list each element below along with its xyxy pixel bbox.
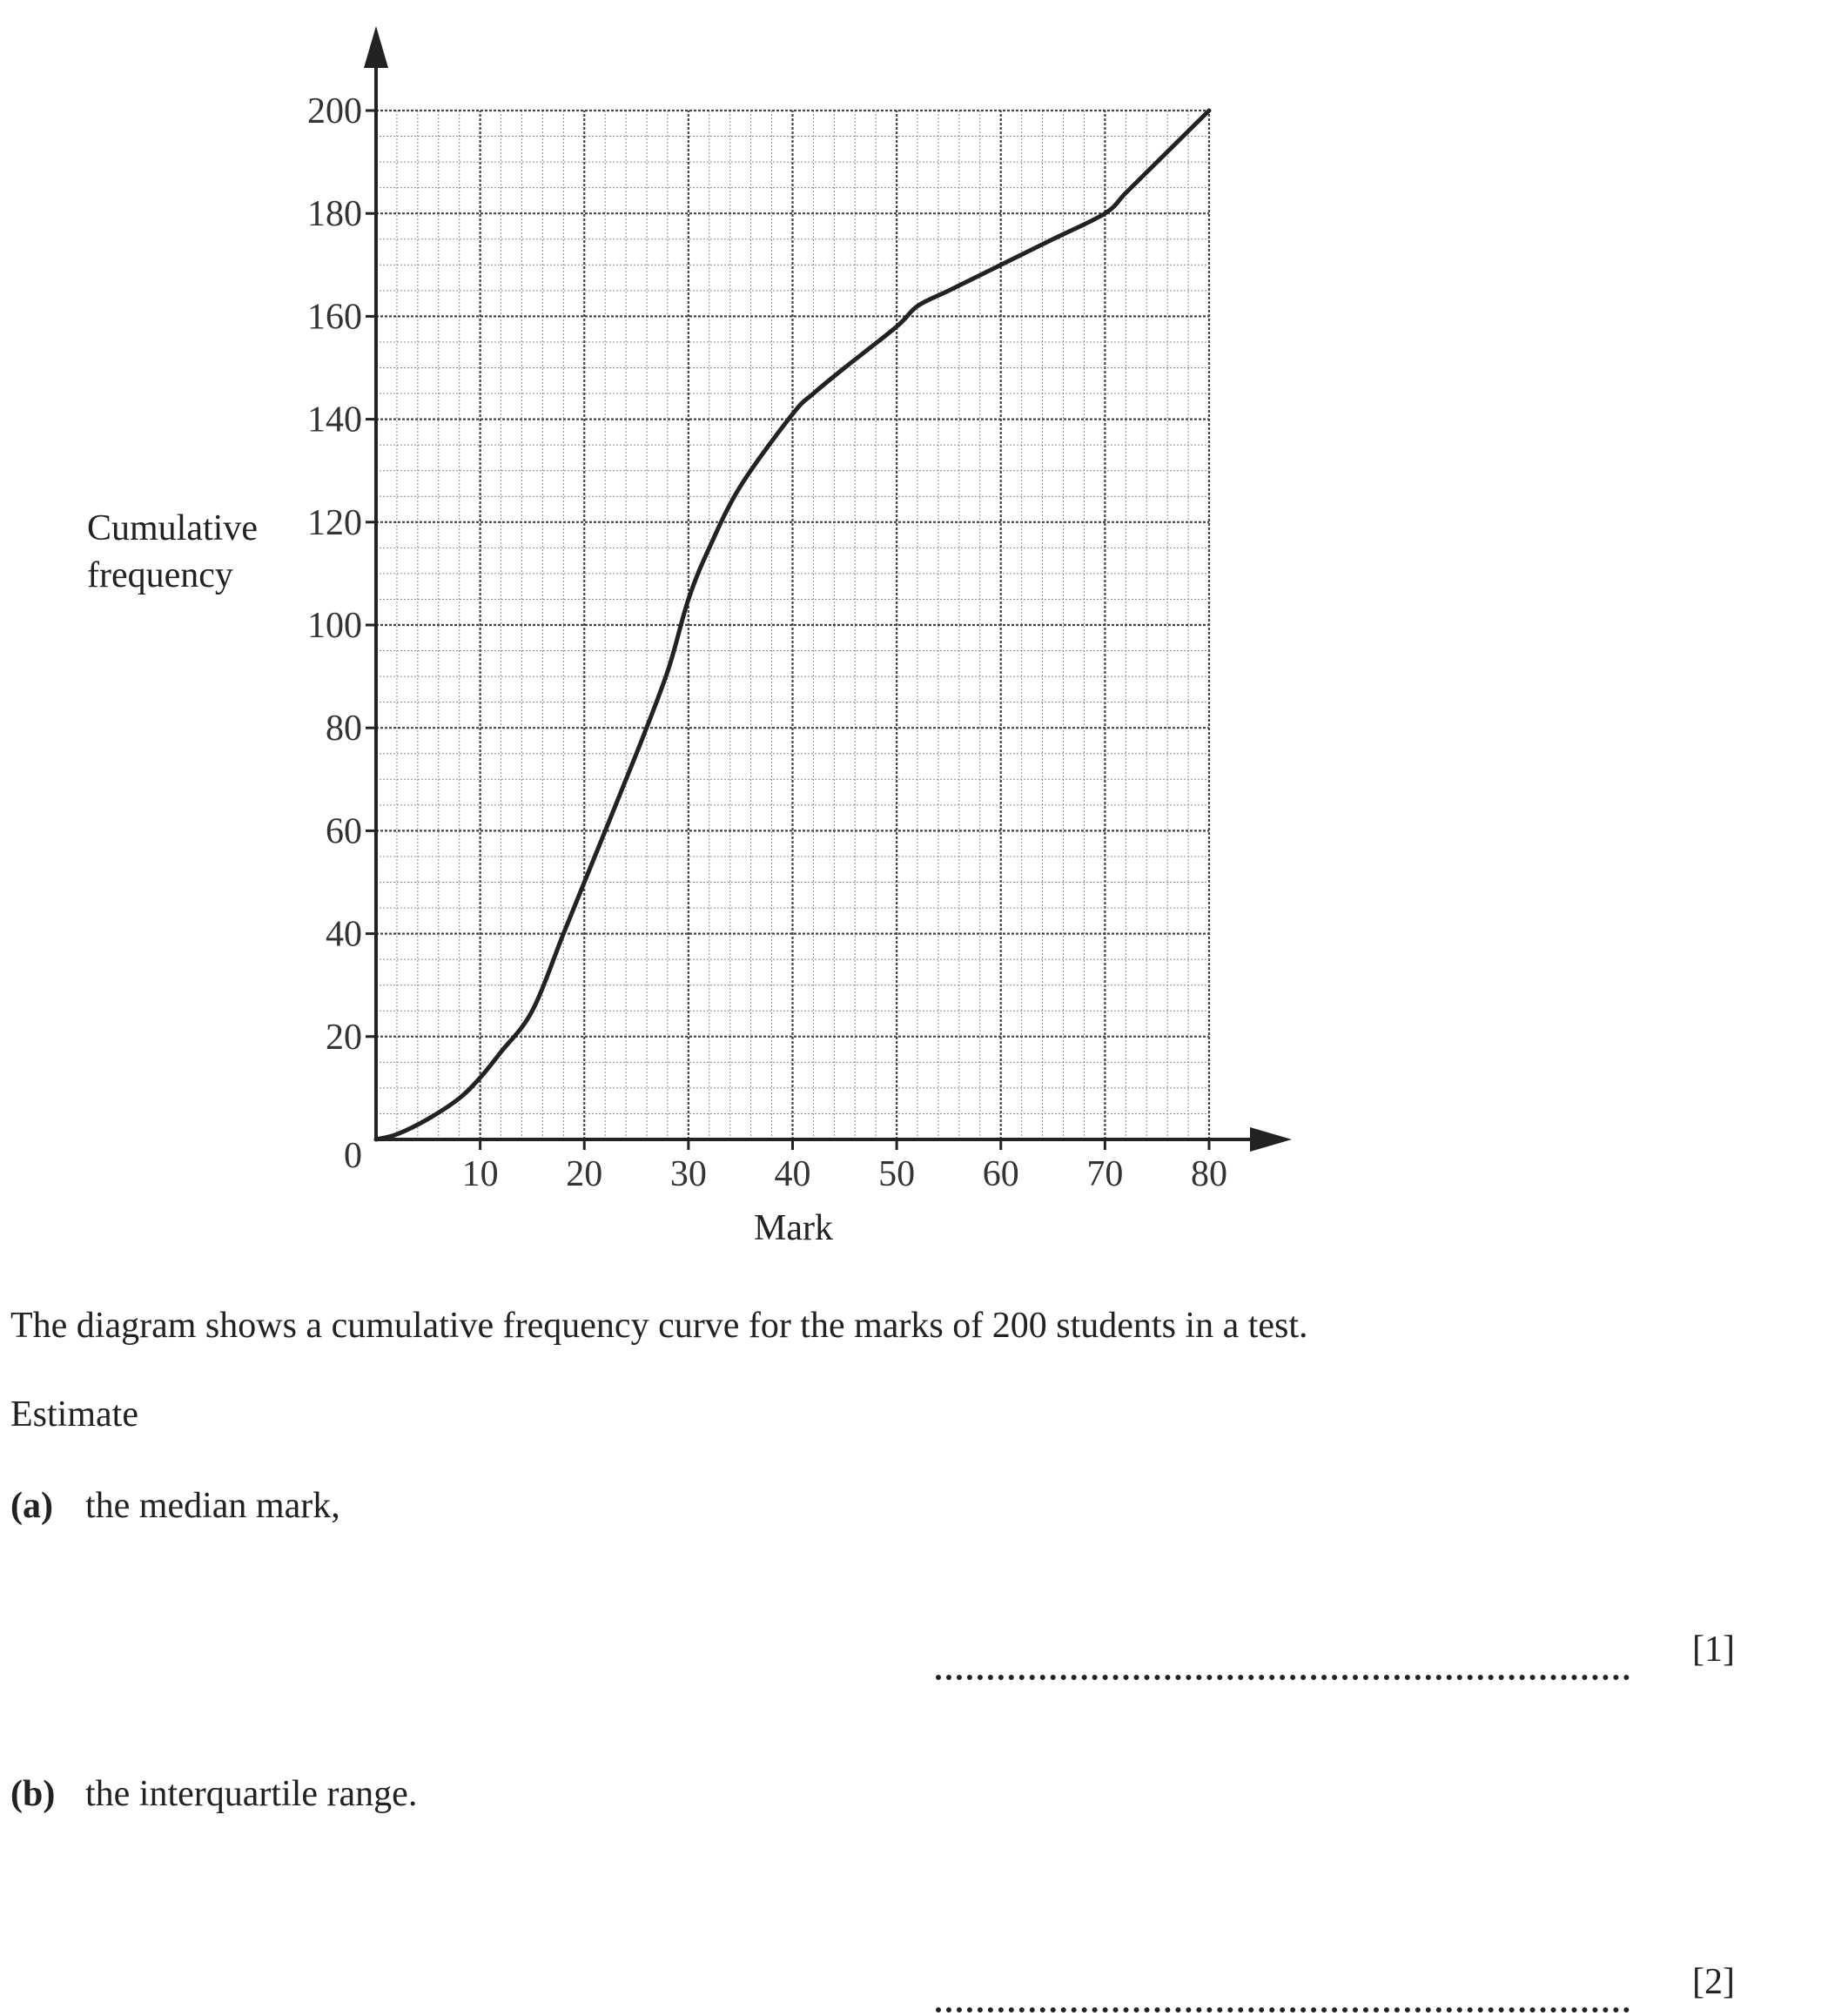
y-tick-label: 20 (326, 1017, 362, 1058)
y-tick-label: 140 (307, 400, 362, 440)
y-tick-label: 120 (307, 502, 362, 543)
x-tick-label: 10 (461, 1154, 499, 1194)
y-axis-arrow (364, 26, 388, 68)
chart-axes (364, 26, 1292, 1152)
part-b-text: the interquartile range. (85, 1774, 418, 1814)
y-tick-label: 100 (307, 606, 362, 646)
y-tick-label: 200 (307, 91, 362, 131)
x-tick-label: 70 (1086, 1154, 1124, 1194)
part-b-label: (b) (10, 1774, 56, 1814)
part-a-answer-line[interactable] (936, 1675, 1630, 1680)
x-tick-label: 80 (1191, 1154, 1227, 1194)
chart-grid (376, 111, 1209, 1139)
x-tick-label: 60 (982, 1154, 1019, 1194)
part-b-answer-line[interactable] (936, 2007, 1630, 2013)
part-a-text: the median mark, (85, 1486, 340, 1526)
y-tick-label: 60 (326, 811, 362, 852)
part-a-marks: [1] (1692, 1630, 1735, 1670)
y-tick-label: 160 (307, 297, 362, 338)
x-tick-label: 20 (566, 1154, 603, 1194)
question-instruction: Estimate (10, 1394, 138, 1435)
part-b-marks: [2] (1692, 1962, 1735, 2002)
chart-ticks (307, 91, 1227, 1194)
y-axis-label-line1: Cumulative (87, 508, 258, 548)
x-axis-label: Mark (754, 1208, 833, 1248)
x-tick-label: 40 (774, 1154, 811, 1194)
y-tick-label: 80 (326, 709, 362, 749)
origin-label: 0 (344, 1136, 362, 1176)
part-a-label: (a) (10, 1486, 53, 1526)
x-axis-arrow (1250, 1127, 1292, 1152)
x-tick-label: 50 (878, 1154, 916, 1194)
y-axis-label-line2: frequency (87, 555, 233, 595)
x-tick-label: 30 (669, 1154, 707, 1194)
y-tick-label: 40 (326, 914, 362, 955)
question-intro: The diagram shows a cumulative frequency curve for the marks of 200 students in a test. (10, 1306, 1308, 1346)
y-tick-label: 180 (307, 194, 362, 235)
